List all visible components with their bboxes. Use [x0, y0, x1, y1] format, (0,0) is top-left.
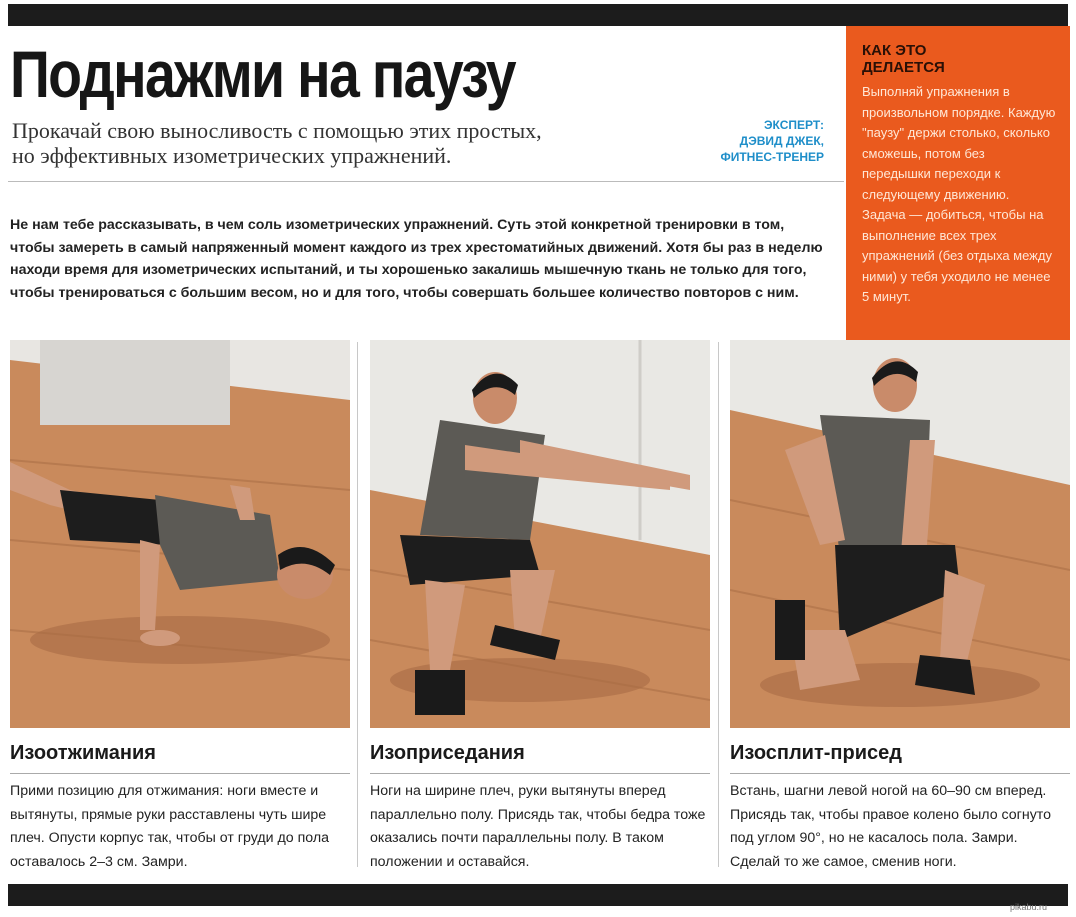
exercise-title: Изосплит-присед	[730, 742, 902, 764]
how-to-sidebar	[846, 26, 1070, 344]
bottom-bar	[8, 884, 1068, 906]
exercise-divider	[730, 773, 1070, 774]
exercise-title: Изоприседания	[370, 742, 525, 764]
page-title: Поднажми на паузу	[10, 37, 515, 111]
sidebar-body: Выполняй упражнения в произвольном порядке. Каждую "паузу" держи столько, сколько сможешь, потом без передышки переходи к следующему движению. Задача — добиться, чтобы на выполнение всех трех упражнений (без отдыха между ними) у тебя уходило не менее 5 минут.	[862, 84, 1056, 304]
expert-credit	[690, 117, 824, 165]
exercise-divider	[370, 773, 710, 774]
page-subtitle: Прокачай свою выносливость с помощью этих простых, но эффективных изометрических упражнений.	[12, 118, 542, 168]
expert-label: ЭКСПЕРТ:	[763, 118, 824, 132]
top-bar	[8, 4, 1068, 26]
column-divider	[718, 342, 719, 867]
column-divider	[357, 342, 358, 867]
exercise-title: Изоотжимания	[10, 742, 156, 764]
watermark: pikabu.ru	[1010, 902, 1048, 912]
header-divider	[8, 181, 844, 182]
exercise-description: Ноги на ширине плеч, руки вытянуты вперед параллельно полу. Присядь так, чтобы бедра тоже оказались почти параллельны полу. В таком положении и оставайся.	[370, 783, 706, 870]
exercise-description: Встань, шагни левой ногой на 60–90 см вперед. Присядь так, чтобы правое колено было согнуто под углом 90°, но не касалось пола. Замри. Сделай то же самое, сменив ноги.	[730, 783, 1052, 870]
sidebar-title: КАК ЭТО ДЕЛАЕТСЯ	[862, 42, 945, 76]
intro-paragraph: Не нам тебе рассказывать, в чем соль изометрических упражнений. Суть этой конкретной тренировки в том, чтобы замереть в самый напряженный момент каждого из трех хрестоматийных движений. Хотя бы раз в неделю находи время для изометрических испытаний, и ты хорошенько закалишь мышечную ткань не только для того, чтобы тренироваться с большим весом, но и для того, чтобы совершать большее количество повторов с ним.	[10, 217, 823, 301]
squat-illustration	[370, 340, 710, 728]
split-squat-illustration	[730, 340, 1070, 728]
expert-name: ДЭВИД ДЖЕК,	[739, 134, 824, 148]
pushup-illustration	[10, 340, 350, 728]
exercise-divider	[10, 773, 350, 774]
expert-role: ФИТНЕС-ТРЕНЕР	[720, 150, 824, 164]
exercise-description: Прими позицию для отжимания: ноги вместе и вытянуты, прямые руки расставлены чуть шире плеч. Опусти корпус так, чтобы от груди до пола оставалось 2–3 см. Замри.	[10, 783, 330, 870]
